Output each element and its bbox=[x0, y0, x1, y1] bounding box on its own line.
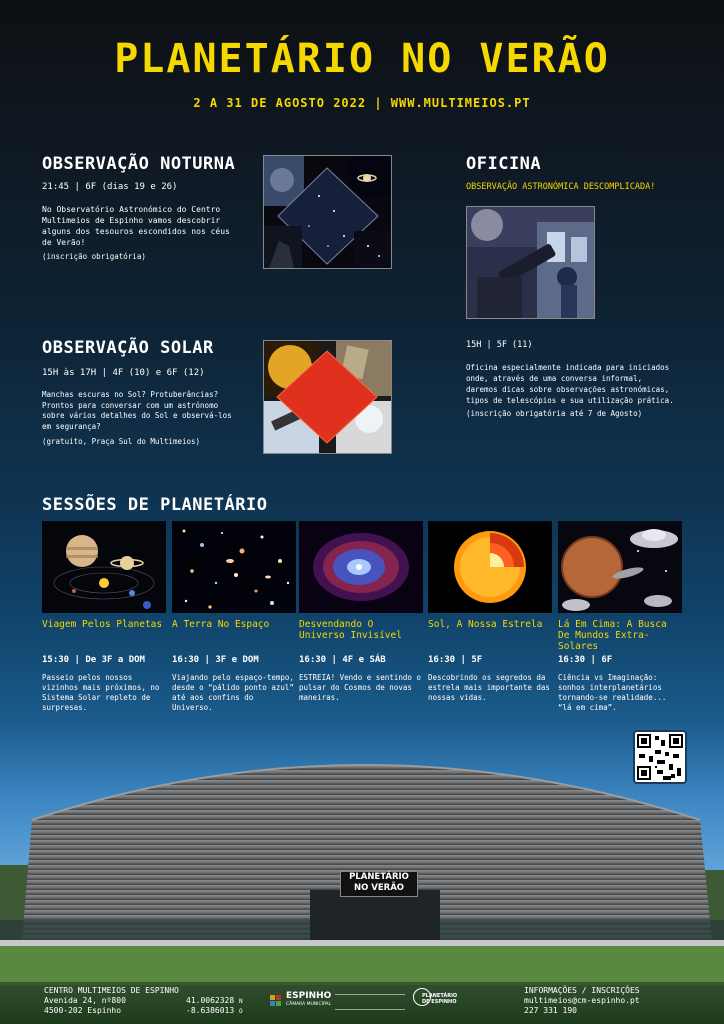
session-image-terra bbox=[172, 521, 296, 613]
espinho-logo-text: ESPINHO bbox=[286, 991, 332, 1001]
planetarium-building bbox=[0, 740, 724, 985]
poster-title: PLANETÁRIO NO VERÃO bbox=[114, 36, 610, 82]
oficina-description: Oficina especialmente indicada para iniciados onde, através de uma conversa informal, daremos dicas sobre observações astronómicas, tipos de telescópios e sua utilização prática. bbox=[466, 363, 674, 405]
footer-address1: Avenida 24, nº800 bbox=[44, 996, 126, 1005]
footer-lat-value: 41.0062328 bbox=[186, 996, 235, 1005]
oficina-note: (inscrição obrigatória até 7 de Agosto) bbox=[466, 409, 643, 418]
footer-info-title: INFORMAÇÕES / INSCRIÇÕES bbox=[524, 986, 640, 995]
poster-subtitle: 2 A 31 DE AGOSTO 2022 | WWW.MULTIMEIOS.PT bbox=[193, 96, 531, 110]
session-description: ESTREIA! Vendo e sentindo o pulsar do Cosmos de novas maneiras. bbox=[299, 673, 421, 702]
espinho-logo-icon bbox=[270, 992, 282, 1004]
session-time: 15:30 | De 3F a DOM bbox=[42, 655, 145, 665]
session-description: Ciência vs Imaginação: sonhos interplanetários tornando-se realidade... “lá em cima”. bbox=[558, 673, 667, 712]
section-title-solar: OBSERVAÇÃO SOLAR bbox=[42, 338, 214, 358]
oficina-schedule: 15H | 5F (11) bbox=[466, 340, 533, 350]
session-title: Sol, A Nossa Estrela bbox=[428, 619, 543, 630]
session-card-planetas bbox=[42, 521, 166, 713]
session-time: 16:30 | 5F bbox=[428, 655, 483, 665]
session-description: Viajando pelo espaço-tempo, desde o “pálido ponto azul” até aos confins do Universo. bbox=[172, 673, 294, 712]
oficina-tagline: OBSERVAÇÃO ASTRONÓMICA DESCOMPLICADA! bbox=[466, 182, 656, 192]
session-title: Lá Em Cima: A Busca De Mundos Extra-Solares bbox=[558, 619, 667, 652]
section-title-sessions: SESSÕES DE PLANETÁRIO bbox=[42, 495, 268, 515]
footer-lat-dir: N bbox=[239, 998, 243, 1005]
espinho-logo-subtext: CÂMARA MUNICIPAL bbox=[286, 1002, 331, 1007]
session-description: Passeio pelos nossos vizinhos mais próximos, no Sistema Solar repleto de surpresas. bbox=[42, 673, 160, 712]
multimeios-logo-icon bbox=[335, 994, 405, 1010]
footer-org: CENTRO MULTIMEIOS DE ESPINHO bbox=[44, 986, 179, 995]
session-description: Descobrindo os segredos da estrela mais importante das nossas vidas. bbox=[428, 673, 550, 702]
solar-photo bbox=[263, 340, 392, 454]
noturna-note: (inscrição obrigatória) bbox=[42, 252, 146, 261]
building-sign: PLANETÁRIO NO VERÃO bbox=[340, 871, 418, 897]
session-title: A Terra No Espaço bbox=[172, 619, 270, 630]
noturna-schedule: 21:45 | 6F (dias 19 e 26) bbox=[42, 182, 178, 192]
session-card-invisivel bbox=[299, 521, 423, 703]
solar-description: Manchas escuras no Sol? Protuberâncias? Prontos para conversar com um astrónomo sobre vários detalhes do Sol e observá-los em segurança? bbox=[42, 390, 232, 431]
noturna-photo bbox=[263, 155, 392, 269]
session-card-la-em-cima bbox=[558, 521, 682, 713]
session-image-sol bbox=[428, 521, 552, 613]
footer-lon-dir: O bbox=[239, 1008, 243, 1015]
planetario-logo-text: PLANETÁRIO DE ESPINHO bbox=[422, 993, 458, 1005]
footer-lon bbox=[186, 1006, 243, 1017]
footer-email[interactable]: multimeios@cm-espinho.pt bbox=[524, 996, 640, 1005]
session-time: 16:30 | 3F e DOM bbox=[172, 655, 259, 665]
section-title-oficina: OFICINA bbox=[466, 154, 542, 174]
session-image-planetas bbox=[42, 521, 166, 613]
oficina-photo bbox=[466, 206, 595, 319]
footer-address2: 4500-202 Espinho bbox=[44, 1006, 122, 1015]
session-image-invisivel bbox=[299, 521, 423, 613]
footer-phone[interactable]: 227 331 190 bbox=[524, 1006, 577, 1015]
session-time: 16:30 | 4F e SÁB bbox=[299, 655, 386, 665]
solar-schedule: 15H às 17H | 4F (10) e 6F (12) bbox=[42, 368, 205, 378]
session-card-terra bbox=[172, 521, 296, 713]
noturna-description: No Observatório Astronómico do Centro Multimeios de Espinho vamos descobrir alguns dos tesouros escondidos nos céus de Verão! bbox=[42, 205, 230, 247]
session-title: Desvendando O Universo Invisível bbox=[299, 619, 402, 641]
footer-lon-value: -8.6386013 bbox=[186, 1006, 235, 1015]
session-title: Viagem Pelos Planetas bbox=[42, 619, 163, 630]
session-image-la-em-cima bbox=[558, 521, 682, 613]
solar-note: (gratuito, Praça Sul do Multimeios) bbox=[42, 437, 201, 446]
session-time: 16:30 | 6F bbox=[558, 655, 613, 665]
session-card-sol bbox=[428, 521, 552, 703]
section-title-noturna: OBSERVAÇÃO NOTURNA bbox=[42, 154, 236, 174]
